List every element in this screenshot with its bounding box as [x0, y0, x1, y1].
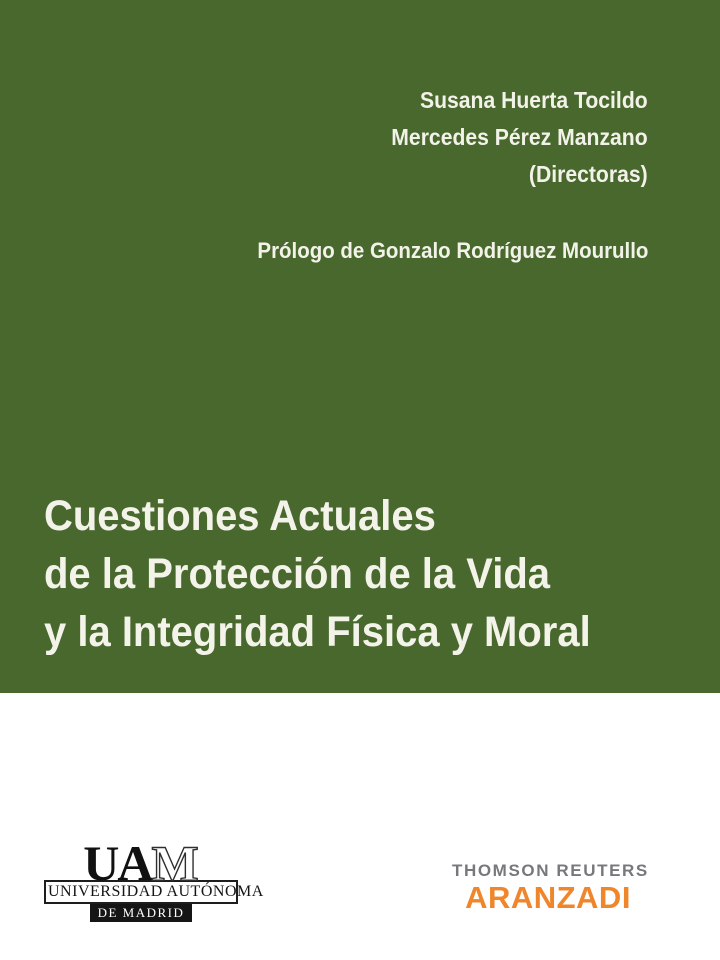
uam-acronym-outline-m: M: [151, 835, 199, 891]
uam-place-box: DE MADRID: [90, 904, 193, 922]
uam-acronym: [44, 835, 238, 891]
book-title: [44, 487, 591, 661]
book-title-line: Cuestiones Actuales: [44, 492, 436, 540]
directors-label: (Directoras): [529, 161, 648, 187]
thomson-reuters-logo: [452, 861, 649, 915]
uam-name-band: UNIVERSIDAD AUTÓNOMA: [44, 880, 238, 904]
authors-block: [392, 82, 648, 193]
thomson-reuters-brand: THOMSON REUTERS: [452, 861, 649, 880]
book-title-line: y la Integridad Física y Moral: [44, 608, 591, 656]
uam-acronym-solid: UA: [83, 835, 152, 891]
author-line: Mercedes Pérez Manzano: [391, 124, 648, 150]
prologue-text: Prólogo de Gonzalo Rodríguez Mourullo: [257, 238, 648, 263]
aranzadi-wordmark: ARANZADI: [465, 880, 631, 915]
uam-logo: [44, 835, 264, 922]
author-line: Susana Huerta Tocildo: [420, 87, 648, 113]
book-title-line: de la Protección de la Vida: [44, 550, 550, 598]
